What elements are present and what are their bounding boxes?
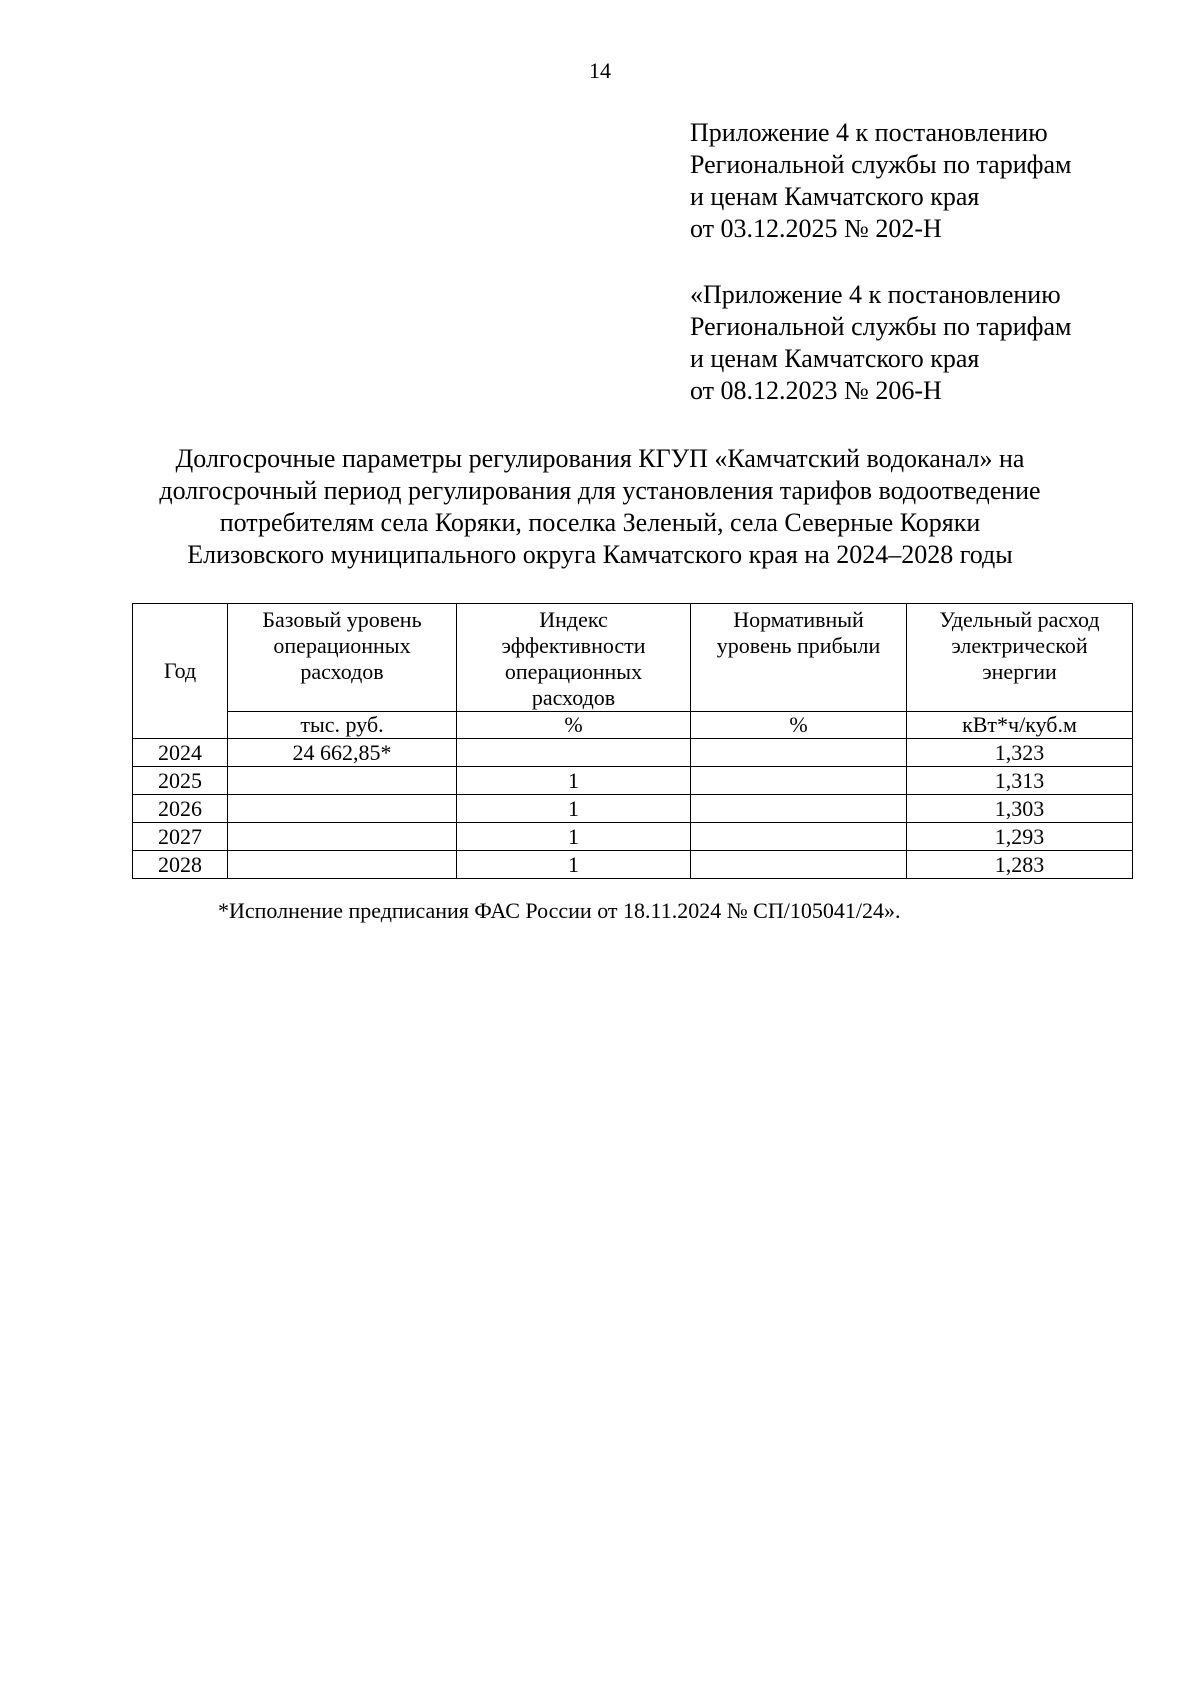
cell-year: 2028 bbox=[133, 851, 228, 879]
cell-base-level bbox=[228, 795, 457, 823]
header-energy bbox=[907, 604, 1133, 712]
header-line: операционных bbox=[273, 633, 411, 658]
appendix-current-line: Региональной службы по тарифам bbox=[690, 150, 1072, 179]
cell-year: 2027 bbox=[133, 823, 228, 851]
header-line: Индекс bbox=[539, 607, 608, 632]
cell-year: 2024 bbox=[133, 739, 228, 767]
table-row bbox=[133, 795, 1133, 823]
appendix-current-line: и ценам Камчатского края bbox=[690, 182, 980, 211]
appendix-previous-line: «Приложение 4 к постановлению bbox=[690, 280, 1061, 309]
cell-energy: 1,293 bbox=[907, 823, 1133, 851]
unit-base-level: тыс. руб. bbox=[228, 712, 457, 739]
cell-efficiency-index: 1 bbox=[457, 823, 691, 851]
cell-year: 2025 bbox=[133, 767, 228, 795]
header-line: эффективности bbox=[501, 633, 646, 658]
cell-base-level bbox=[228, 851, 457, 879]
cell-base-level bbox=[228, 767, 457, 795]
header-line: операционных bbox=[504, 659, 643, 684]
cell-energy: 1,323 bbox=[907, 739, 1133, 767]
appendix-previous bbox=[690, 279, 1071, 407]
table-row bbox=[133, 823, 1133, 851]
document-title bbox=[100, 443, 1100, 571]
header-row bbox=[133, 604, 1133, 712]
appendix-previous-line: и ценам Камчатского края bbox=[690, 344, 980, 373]
header-efficiency-index bbox=[457, 604, 691, 712]
cell-profit-level bbox=[691, 851, 907, 879]
cell-profit-level bbox=[691, 767, 907, 795]
unit-profit-level: % bbox=[691, 712, 907, 739]
cell-efficiency-index: 1 bbox=[457, 767, 691, 795]
header-line: расходов bbox=[531, 685, 616, 710]
cell-efficiency-index bbox=[457, 739, 691, 767]
header-profit-level bbox=[691, 604, 907, 712]
unit-efficiency-index: % bbox=[457, 712, 691, 739]
cell-energy: 1,313 bbox=[907, 767, 1133, 795]
unit-energy: кВт*ч/куб.м bbox=[907, 712, 1133, 739]
appendix-previous-line: от 08.12.2023 № 206-Н bbox=[690, 376, 942, 405]
appendix-current-line: от 03.12.2025 № 202-Н bbox=[690, 214, 942, 243]
cell-efficiency-index: 1 bbox=[457, 795, 691, 823]
appendix-current-line: Приложение 4 к постановлению bbox=[690, 118, 1048, 147]
table-row bbox=[133, 739, 1133, 767]
cell-base-level: 24 662,85* bbox=[228, 739, 457, 767]
parameters-table bbox=[132, 603, 1133, 879]
cell-efficiency-index: 1 bbox=[457, 851, 691, 879]
cell-profit-level bbox=[691, 823, 907, 851]
page-number: 14 bbox=[589, 58, 611, 83]
header-line: Удельный расход bbox=[939, 607, 1100, 632]
header-base-level bbox=[228, 604, 457, 712]
title-line: потребителям села Коряки, поселка Зеленый, села Северные Коряки bbox=[219, 508, 981, 537]
appendix-previous-line: Региональной службы по тарифам bbox=[690, 312, 1072, 341]
cell-profit-level bbox=[691, 795, 907, 823]
header-line: Базовый уровень bbox=[262, 607, 422, 632]
header-line: Нормативный bbox=[733, 607, 864, 632]
cell-energy: 1,303 bbox=[907, 795, 1133, 823]
units-row bbox=[133, 712, 1133, 739]
table-row bbox=[133, 767, 1133, 795]
title-line: долгосрочный период регулирования для установления тарифов водоотведение bbox=[159, 476, 1041, 505]
title-line: Долгосрочные параметры регулирования КГУП «Камчатский водоканал» на bbox=[175, 444, 1025, 473]
cell-profit-level bbox=[691, 739, 907, 767]
appendix-current bbox=[690, 117, 1071, 245]
cell-year: 2026 bbox=[133, 795, 228, 823]
header-line: энергии bbox=[982, 659, 1057, 684]
header-line: уровень прибыли bbox=[716, 633, 881, 658]
header-year: Год bbox=[133, 604, 228, 739]
title-line: Елизовского муниципального округа Камчатского края на 2024–2028 годы bbox=[187, 540, 1013, 569]
cell-base-level bbox=[228, 823, 457, 851]
cell-energy: 1,283 bbox=[907, 851, 1133, 879]
header-line: расходов bbox=[300, 659, 384, 684]
table-row bbox=[133, 851, 1133, 879]
footnote: *Исполнение предписания ФАС России от 18.11.2024 № СП/105041/24». bbox=[218, 898, 901, 923]
header-line: электрической bbox=[951, 633, 1088, 658]
